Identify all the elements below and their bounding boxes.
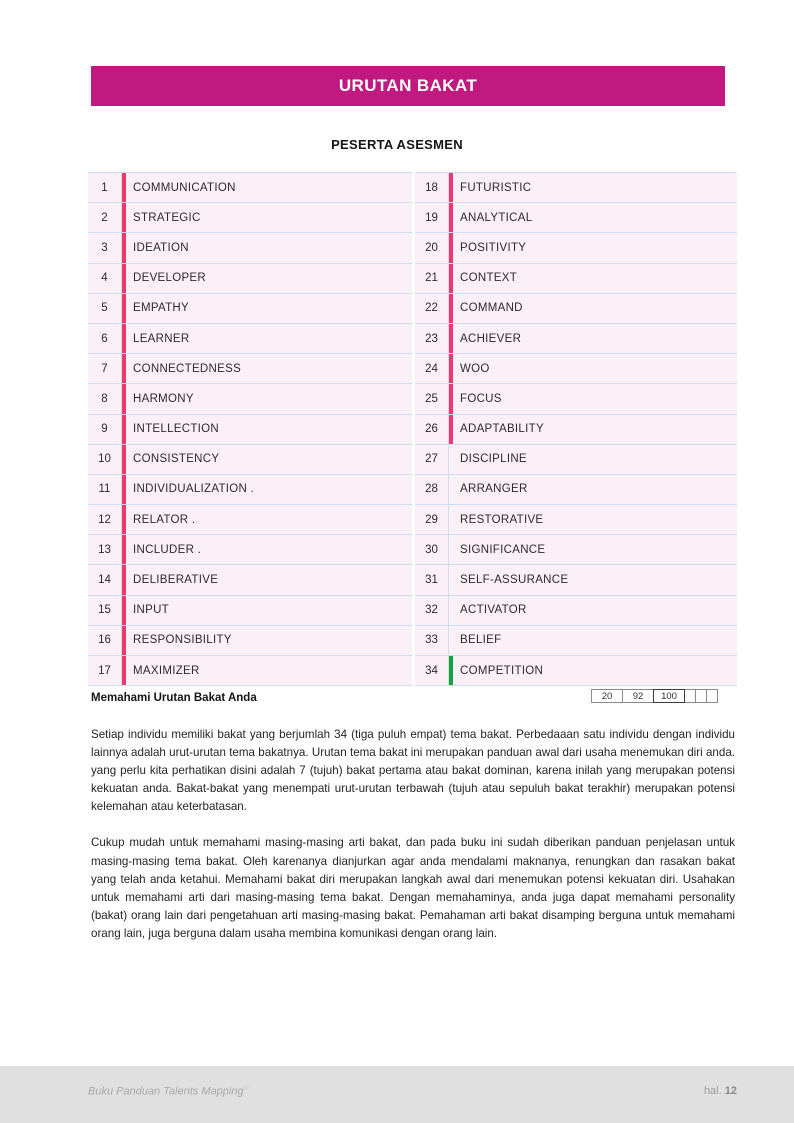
registered-mark: ® bbox=[243, 1085, 249, 1092]
table-row bbox=[88, 656, 412, 686]
talent-rank-number: 7 bbox=[88, 354, 122, 383]
table-row bbox=[415, 656, 737, 686]
page-title-banner bbox=[91, 66, 725, 106]
talent-name-label: ARRANGER bbox=[460, 483, 528, 496]
talent-name-label: INPUT bbox=[133, 604, 169, 617]
table-row bbox=[88, 384, 412, 414]
paragraph-2: Cukup mudah untuk memahami masing-masing arti bakat, dan pada buku ini sudah diberikan panduan penjelasan untuk masing-masing tema bakat. Oleh karenanya dianjurkan agar anda mendalami maknanya, renungkan dan rasakan bakat yang telah anda ketahui. Memahami bakat diri merupakan langkah awal dari menemukan potensi kekuatan diri. Usahakan untuk memahami arti dari masing-masing tema bakat. Dengan memahaminya, anda juga dapat memahami personality (bakat) orang lain dari pengetahuan arti masing-masing bakat. Pemahaman arti bakat disamping berguna untuk memahami orang lain, juga berguna dalam usaha membina komunikasi dengan orang lain. bbox=[91, 836, 735, 940]
talent-name-label: COMMAND bbox=[460, 302, 523, 315]
talent-rank-number: 3 bbox=[88, 233, 122, 262]
talent-rank-number: 6 bbox=[88, 324, 122, 353]
score-cell: 100 bbox=[653, 689, 685, 703]
talent-name-label: ANALYTICAL bbox=[460, 211, 533, 224]
talent-rank-number: 11 bbox=[88, 475, 122, 504]
table-row bbox=[415, 173, 737, 203]
assessment-participant-subtitle: PESERTA ASESMEN bbox=[331, 137, 463, 152]
talent-rank-number: 17 bbox=[88, 656, 122, 685]
table-row bbox=[415, 565, 737, 595]
talent-rank-number: 15 bbox=[88, 596, 122, 625]
talent-rank-number: 2 bbox=[88, 203, 122, 232]
talent-column-18-34 bbox=[415, 172, 737, 686]
talent-rank-number: 8 bbox=[88, 384, 122, 413]
talent-rank-number: 25 bbox=[415, 384, 449, 413]
talent-rank-number: 5 bbox=[88, 294, 122, 323]
table-row bbox=[415, 203, 737, 233]
talent-name-label: INCLUDER . bbox=[133, 543, 202, 556]
talent-name-label: RELATOR . bbox=[133, 513, 196, 526]
score-cell bbox=[706, 689, 718, 703]
table-row bbox=[415, 384, 737, 414]
paragraph-1: Setiap individu memiliki bakat yang berjumlah 34 (tiga puluh empat) tema bakat. Perbedaaan satu individu dengan individu lainnya adalah urut-urutan tema bakatnya. Urutan tema bakat ini merupakan panduan awal dari usaha menemukan diri anda. yang perlu kita perhatikan disini adalah 7 (tujuh) bakat pertama atau bakat dominan, karena inilah yang merupakan potensi kekuatan anda. Bakat-bakat yang menempati urut-urutan terbawah (tujuh atau sepuluh bakat terakhir) merupakan potensi kelemahan atau keterbatasan. bbox=[91, 728, 735, 814]
table-row bbox=[88, 203, 412, 233]
talent-rank-number: 20 bbox=[415, 233, 449, 262]
body-text bbox=[91, 726, 735, 961]
talent-column-1-17 bbox=[88, 172, 412, 686]
talent-rank-number: 27 bbox=[415, 445, 449, 474]
talent-name-label: SELF-ASSURANCE bbox=[460, 574, 569, 587]
talent-rank-number: 22 bbox=[415, 294, 449, 323]
talent-rank-number: 1 bbox=[88, 173, 122, 202]
talent-rank-number: 29 bbox=[415, 505, 449, 534]
table-row bbox=[415, 324, 737, 354]
talent-rank-number: 14 bbox=[88, 565, 122, 594]
page-footer bbox=[0, 1066, 794, 1123]
table-row bbox=[415, 354, 737, 384]
talent-rank-number: 28 bbox=[415, 475, 449, 504]
talent-name-label: ACHIEVER bbox=[460, 332, 522, 345]
talent-name-label: INTELLECTION bbox=[133, 423, 220, 436]
talent-ranking-table bbox=[88, 172, 737, 686]
talent-name-label: COMPETITION bbox=[460, 664, 544, 677]
table-row bbox=[415, 505, 737, 535]
talent-name-label: MAXIMIZER bbox=[133, 664, 200, 677]
table-row bbox=[415, 535, 737, 565]
talent-name-label: EMPATHY bbox=[133, 302, 189, 315]
talent-name-label: COMMUNICATION bbox=[133, 181, 236, 194]
talent-rank-number: 32 bbox=[415, 596, 449, 625]
table-row bbox=[415, 475, 737, 505]
talent-name-label: POSITIVITY bbox=[460, 241, 527, 254]
talent-name-label: HARMONY bbox=[133, 392, 194, 405]
table-row bbox=[415, 445, 737, 475]
talent-rank-number: 34 bbox=[415, 656, 449, 685]
talent-name-label: ACTIVATOR bbox=[460, 604, 527, 617]
talent-rank-number: 10 bbox=[88, 445, 122, 474]
talent-rank-number: 33 bbox=[415, 626, 449, 655]
footer-book-title: Buku Panduan Talents Mapping® bbox=[88, 1085, 249, 1098]
table-row bbox=[415, 233, 737, 263]
table-row bbox=[88, 565, 412, 595]
talent-name-label: FOCUS bbox=[460, 392, 502, 405]
table-row bbox=[415, 415, 737, 445]
talent-name-label: SIGNIFICANCE bbox=[460, 543, 546, 556]
score-cell: 92 bbox=[622, 689, 654, 703]
talent-rank-number: 23 bbox=[415, 324, 449, 353]
table-row bbox=[415, 264, 737, 294]
talent-name-label: DEVELOPER bbox=[133, 272, 207, 285]
page-title: URUTAN BAKAT bbox=[338, 76, 478, 95]
score-cell: 20 bbox=[591, 689, 623, 703]
footer-page-number: hal. 12 bbox=[703, 1085, 737, 1097]
table-row bbox=[88, 294, 412, 324]
table-row bbox=[88, 264, 412, 294]
talent-name-label: CONNECTEDNESS bbox=[133, 362, 242, 375]
talent-rank-number: 24 bbox=[415, 354, 449, 383]
talent-rank-number: 13 bbox=[88, 535, 122, 564]
table-row bbox=[88, 475, 412, 505]
talent-name-label: FUTURISTIC bbox=[460, 181, 532, 194]
talent-name-label: WOO bbox=[460, 362, 490, 375]
talent-rank-number: 18 bbox=[415, 173, 449, 202]
table-row bbox=[88, 354, 412, 384]
talent-name-label: ADAPTABILITY bbox=[460, 423, 544, 436]
talent-rank-number: 21 bbox=[415, 264, 449, 293]
talent-name-label: BELIEF bbox=[460, 634, 502, 647]
section-heading: Memahami Urutan Bakat Anda bbox=[91, 692, 257, 704]
table-row bbox=[88, 505, 412, 535]
table-row bbox=[88, 324, 412, 354]
talent-name-label: INDIVIDUALIZATION . bbox=[133, 483, 255, 496]
talent-rank-number: 31 bbox=[415, 565, 449, 594]
talent-name-label: IDEATION bbox=[133, 241, 189, 254]
talent-rank-number: 12 bbox=[88, 505, 122, 534]
talent-name-label: RESTORATIVE bbox=[460, 513, 544, 526]
talent-name-label: CONSISTENCY bbox=[133, 453, 220, 466]
table-row bbox=[415, 596, 737, 626]
table-row bbox=[88, 535, 412, 565]
talent-rank-number: 19 bbox=[415, 203, 449, 232]
talent-rank-number: 4 bbox=[88, 264, 122, 293]
table-row bbox=[88, 596, 412, 626]
talent-rank-number: 9 bbox=[88, 415, 122, 444]
talent-rank-number: 16 bbox=[88, 626, 122, 655]
table-row bbox=[88, 626, 412, 656]
talent-name-label: STRATEGIC bbox=[133, 211, 201, 224]
talent-name-label: RESPONSIBILITY bbox=[133, 634, 232, 647]
table-row bbox=[88, 415, 412, 445]
talent-name-label: CONTEXT bbox=[460, 272, 518, 285]
table-row bbox=[415, 294, 737, 324]
table-row bbox=[88, 173, 412, 203]
table-row bbox=[415, 626, 737, 656]
talent-rank-number: 30 bbox=[415, 535, 449, 564]
talent-rank-number: 26 bbox=[415, 415, 449, 444]
table-row bbox=[88, 445, 412, 475]
table-row bbox=[88, 233, 412, 263]
talent-name-label: DELIBERATIVE bbox=[133, 574, 219, 587]
talent-name-label: LEARNER bbox=[133, 332, 190, 345]
talent-name-label: DISCIPLINE bbox=[460, 453, 527, 466]
score-strip bbox=[592, 689, 718, 703]
